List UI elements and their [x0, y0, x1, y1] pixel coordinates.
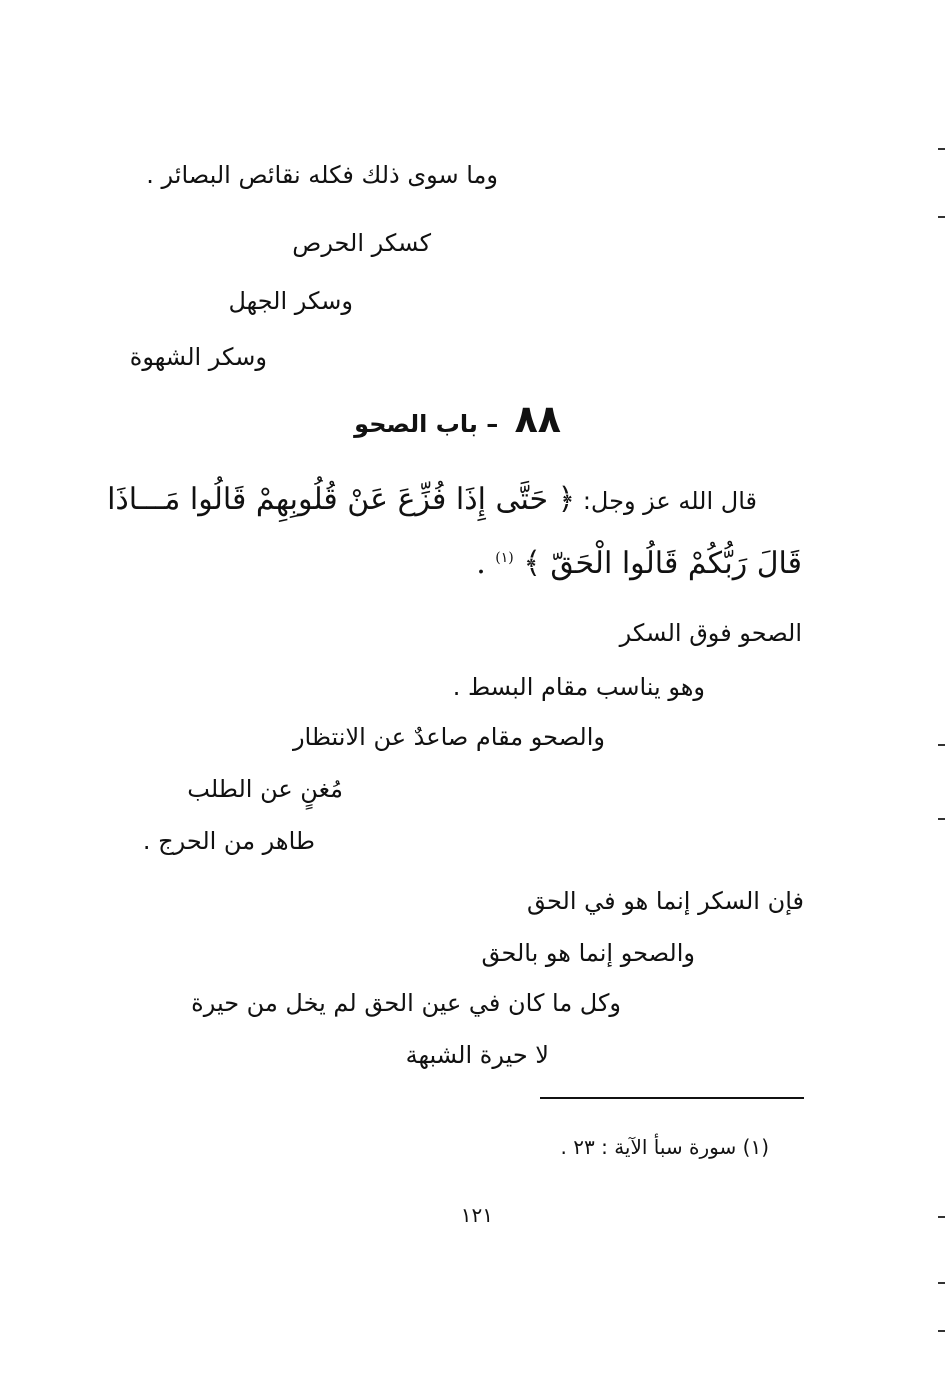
body-line-6: فإن السكر إنما هو في الحق	[527, 887, 804, 915]
section-title: – باب الصحو	[354, 410, 499, 438]
text-line-1: وما سوى ذلك فكله نقائص البصائر .	[146, 161, 498, 189]
verse-intro: قال الله عز وجل:	[582, 487, 757, 515]
page-number: ١٢١	[460, 1203, 493, 1227]
body-line-5: طاهر من الحرج .	[142, 827, 315, 855]
text-line-2: كسكر الحرص	[292, 229, 431, 257]
verse-line-1	[107, 478, 757, 522]
verse-text-1: ﴿ حَتَّى إِذَا فُزِّعَ عَنْ قُلُوبِهِمْ قَالُوا مَـــاذَا	[107, 482, 576, 517]
text-line-4: وسكر الشهوة	[129, 343, 267, 371]
footnote-divider	[540, 1097, 804, 1099]
body-line-4: مُغنٍ عن الطلب	[187, 775, 343, 803]
section-number: ٨٨	[514, 397, 561, 441]
body-line-7: والصحو إنما هو بالحق	[481, 939, 695, 967]
body-line-1: الصحو فوق السكر	[619, 619, 802, 647]
verse-text-2: قَالَ رَبُّكُمْ قَالُوا الْحَقّ ﴾	[523, 546, 802, 581]
verse-end: .	[476, 546, 486, 581]
section-heading	[354, 397, 561, 441]
body-line-8: وكل ما كان في عين الحق لم يخل من حيرة	[191, 989, 621, 1017]
scan-edge-mark	[938, 1282, 945, 1284]
scan-edge-mark	[938, 216, 945, 218]
scan-edge-mark	[938, 744, 945, 746]
scan-edge-mark	[938, 1216, 945, 1218]
text-line-3: وسكر الجهل	[228, 287, 353, 315]
footnote-ref: (١)	[495, 550, 514, 566]
body-line-2: وهو يناسب مقام البسط .	[452, 673, 705, 701]
scan-edge-mark	[938, 148, 945, 150]
verse-line-2	[476, 536, 802, 586]
body-line-9: لا حيرة الشبهة	[405, 1041, 549, 1069]
scan-edge-mark	[938, 818, 945, 820]
scan-edge-mark	[938, 1330, 945, 1332]
footnote: (١) سورة سبأ الآية : ٢٣ .	[560, 1135, 769, 1159]
body-line-3: والصحو مقام صاعدٌ عن الانتظار	[292, 723, 605, 751]
